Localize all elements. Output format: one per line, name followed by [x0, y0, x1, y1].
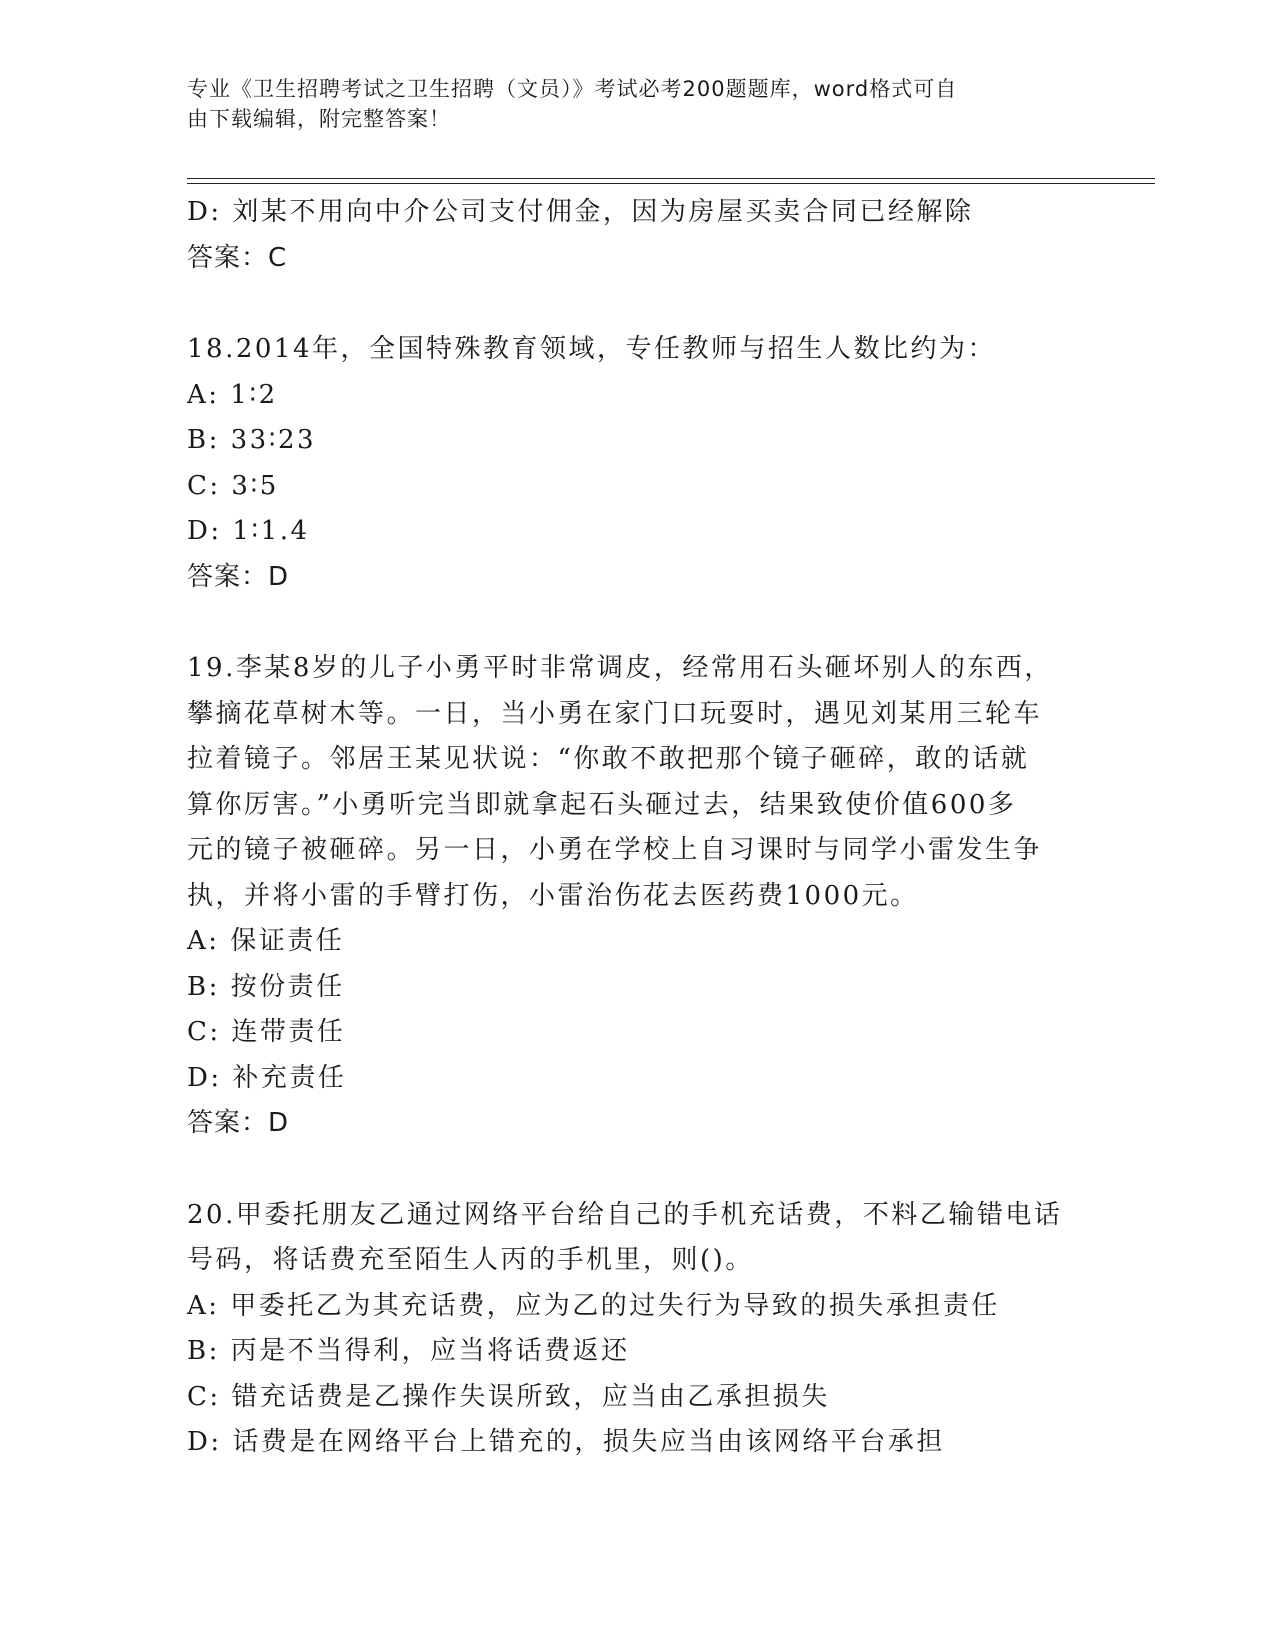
question-19 — [187, 646, 1087, 1147]
question-stem-line: 算你厉害。”小勇听完当即就拿起石头砸过去，结果致使价值600多 — [187, 789, 1017, 820]
document-header — [187, 74, 1067, 134]
answer-line: 答案：D — [187, 561, 290, 592]
question-stem-line: 执，并将小雷的手臂打伤，小雷治伤花去医药费1000元。 — [187, 880, 919, 911]
option-c: C: 错充话费是乙操作失误所致，应当由乙承担损失 — [187, 1381, 830, 1412]
question-20 — [187, 1193, 1087, 1466]
option-d: D: 1∶1.4 — [187, 516, 310, 546]
option-d: D: 刘某不用向中介公司支付佣金，因为房屋买卖合同已经解除 — [187, 197, 974, 227]
answer-line: 答案：D — [187, 1108, 290, 1138]
question-stem-line: 攀摘花草树木等。一日，当小勇在家门口玩耍时，遇见刘某用三轮车 — [187, 698, 1043, 729]
header-line-2: 由下载编辑，附完整答案！ — [187, 107, 451, 131]
question-stem-line: 20.甲委托朋友乙通过网络平台给自己的手机充话费，不料乙输错电话 — [187, 1199, 1063, 1230]
question-stem-line: 拉着镜子。邻居王某见状说：“你敢不敢把那个镜子砸碎，敢的话就 — [187, 744, 1030, 774]
header-rule-bottom — [187, 183, 1155, 184]
question-stem-line: 19.李某8岁的儿子小勇平时非常调皮，经常用石头砸坏别人的东西， — [187, 653, 1053, 683]
option-a: A: 1∶2 — [187, 379, 278, 410]
option-a: A: 保证责任 — [187, 926, 345, 956]
option-a: A: 甲委托乙为其充话费，应为乙的过失行为导致的损失承担责任 — [187, 1290, 1000, 1321]
header-line-1: 专业《卫生招聘考试之卫生招聘（文员）》考试必考200题题库，word格式可自 — [187, 77, 958, 101]
question-17-tail — [187, 190, 1087, 281]
document-body — [187, 190, 1087, 1466]
option-c: C: 连带责任 — [187, 1017, 346, 1047]
question-stem-line: 号码，将话费充至陌生人丙的手机里，则()。 — [187, 1245, 754, 1275]
header-rule-top — [187, 178, 1155, 179]
option-d: D: 话费是在网络平台上错充的，损失应当由该网络平台承担 — [187, 1427, 945, 1457]
option-b: B: 按份责任 — [187, 971, 345, 1002]
question-stem: 18.2014年，全国特殊教育领域，专任教师与招生人数比约为： — [187, 334, 997, 364]
option-c: C: 3∶5 — [187, 470, 279, 501]
answer-line: 答案：C — [187, 242, 288, 273]
option-b: B: 33∶23 — [187, 425, 317, 455]
question-stem-line: 元的镜子被砸碎。另一日，小勇在学校上自习课时与同学小雷发生争 — [187, 835, 1043, 865]
question-18 — [187, 327, 1087, 600]
option-b: B: 丙是不当得利，应当将话费返还 — [187, 1336, 630, 1366]
option-d: D: 补充责任 — [187, 1062, 347, 1093]
